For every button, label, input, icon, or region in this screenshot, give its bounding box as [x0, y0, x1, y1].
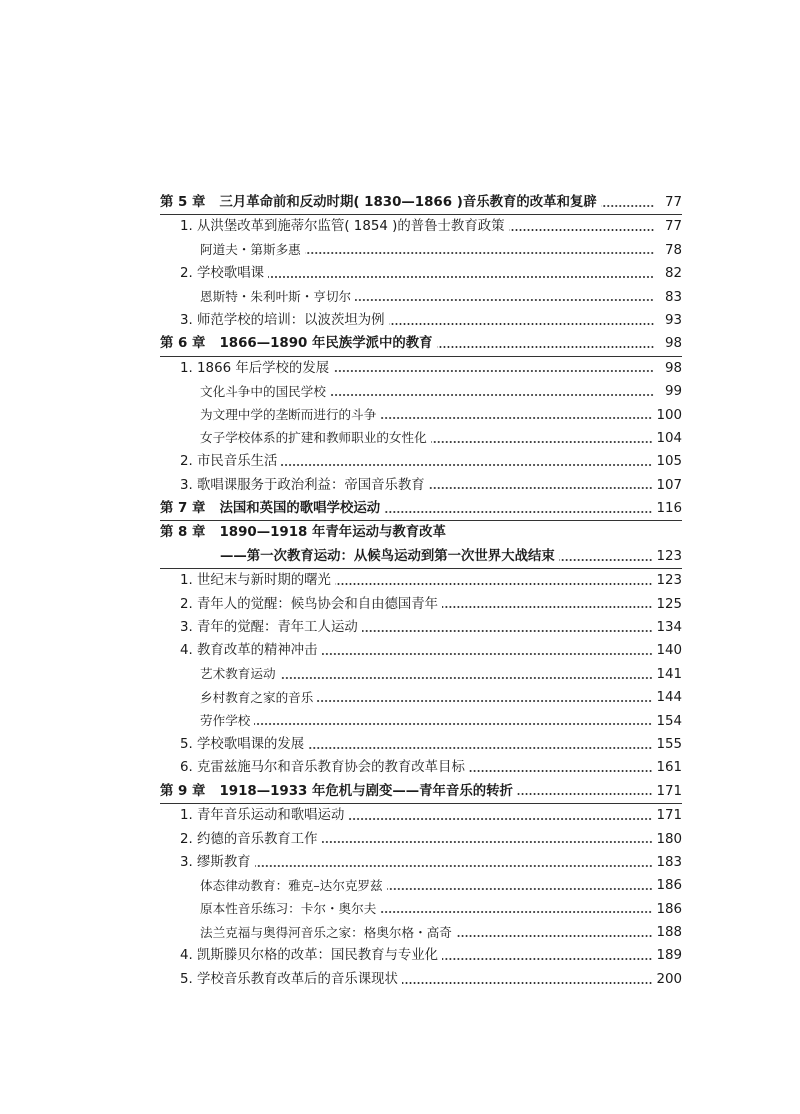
section-title: 4. 教育改革的精神冲击 [180, 643, 318, 659]
dot-leader [517, 793, 653, 795]
toc-chapter-row[interactable] [160, 191, 682, 215]
toc-section-row[interactable] [160, 804, 682, 827]
dot-leader [322, 841, 653, 843]
section-title: 1. 1866 年后学校的发展 [180, 360, 330, 376]
subsection-title: 劳作学校 [200, 712, 251, 728]
section-title: 2. 市民音乐生活 [180, 454, 278, 470]
dot-leader [335, 583, 652, 585]
subsection-title: 原本性音乐练习：卡尔・奥尔夫 [200, 901, 377, 917]
dot-leader [601, 205, 654, 207]
subsection-title: 文化斗争中的国民学校 [200, 383, 326, 399]
toc-subsection-row[interactable] [160, 710, 682, 733]
toc-subsection-row[interactable] [160, 404, 682, 427]
dot-leader [509, 229, 655, 231]
page-number: 125 [656, 596, 682, 612]
toc-section-row[interactable] [160, 733, 682, 756]
chapter-number: 第 7 章 [160, 501, 206, 517]
toc-section-row[interactable] [160, 262, 682, 285]
section-title: 1. 从洪堡改革到施蒂尔监管( 1854 )的普鲁士教育政策 [180, 219, 505, 235]
dot-leader [317, 700, 652, 702]
dot-leader [380, 417, 652, 419]
toc-section-row[interactable] [160, 756, 682, 779]
toc-subsection-row[interactable] [160, 286, 682, 309]
page-number: 186 [656, 878, 682, 894]
toc-subsection-row[interactable] [160, 427, 682, 450]
dot-leader [362, 630, 653, 632]
toc-section-row[interactable] [160, 851, 682, 874]
page-number: 104 [656, 430, 682, 446]
page-number: 116 [656, 501, 682, 517]
dot-leader [437, 346, 654, 348]
page-number: 189 [656, 948, 682, 964]
toc-subsection-row[interactable] [160, 663, 682, 686]
dot-leader [305, 252, 654, 254]
toc-section-row[interactable] [160, 616, 682, 639]
page-number: 144 [656, 690, 682, 706]
page-number: 171 [656, 808, 682, 824]
page-number: 77 [664, 194, 682, 210]
toc-section-row[interactable] [160, 968, 682, 991]
toc-section-row[interactable] [160, 357, 682, 380]
dot-leader [255, 865, 653, 867]
section-title: 3. 缪斯教育 [180, 854, 251, 870]
page-number: 154 [656, 713, 682, 729]
page-number: 123 [656, 548, 682, 564]
page-number: 123 [656, 573, 682, 589]
toc-section-row[interactable] [160, 828, 682, 851]
page-number: 188 [656, 925, 682, 941]
toc-subsection-row[interactable] [160, 898, 682, 921]
dot-leader [280, 677, 653, 679]
chapter-title: 法国和英国的歌唱学校运动 [219, 501, 381, 517]
page-number: 93 [664, 312, 682, 328]
dot-leader [442, 606, 652, 608]
dot-leader [333, 370, 654, 372]
dot-leader [308, 747, 652, 749]
section-title: 1. 青年音乐运动和歌唱运动 [180, 808, 345, 824]
dot-leader [442, 958, 652, 960]
dot-leader [254, 723, 652, 725]
toc-section-row[interactable] [160, 593, 682, 616]
subsection-title: 为文理中学的垄断而进行的斗争 [200, 406, 377, 422]
dot-leader [387, 888, 653, 890]
section-title: 3. 青年的觉醒：青年工人运动 [180, 620, 358, 636]
toc-section-row[interactable] [160, 309, 682, 332]
page-number: 98 [664, 360, 682, 376]
chapter-number: 第 6 章 [160, 336, 206, 352]
dot-leader [348, 818, 652, 820]
page-number: 155 [656, 736, 682, 752]
page-number: 200 [656, 971, 682, 987]
table-of-contents [160, 191, 682, 991]
dot-leader [389, 323, 654, 325]
toc-section-row[interactable] [160, 450, 682, 473]
toc-section-row[interactable] [160, 569, 682, 592]
toc-chapter-row[interactable] [160, 521, 682, 544]
dot-leader [469, 770, 653, 772]
chapter-title: 1866—1890 年民族学派中的教育 [219, 336, 433, 352]
page-number: 180 [656, 831, 682, 847]
dot-leader [402, 982, 653, 984]
dot-leader [268, 276, 654, 278]
toc-section-row[interactable] [160, 215, 682, 238]
page-number: 78 [664, 242, 682, 258]
chapter-title: 1890—1918 年青年运动与教育改革 [219, 525, 446, 541]
page-number: 98 [664, 336, 682, 352]
section-title: 4. 凯斯滕贝尔格的改革：国民教育与专业化 [180, 948, 439, 964]
page-number: 186 [656, 901, 682, 917]
toc-chapter-subtitle-row[interactable] [160, 545, 682, 569]
dot-leader [559, 559, 653, 561]
dot-leader [384, 511, 652, 513]
toc-chapter-row[interactable] [160, 332, 682, 356]
page-number: 141 [656, 666, 682, 682]
subsection-title: 法兰克福与奥得河音乐之家：格奥尔格・高奇 [200, 924, 452, 940]
toc-section-row[interactable] [160, 474, 682, 497]
section-title: 3. 歌唱课服务于政治利益：帝国音乐教育 [180, 477, 425, 493]
page-number: 107 [656, 477, 682, 493]
toc-section-row[interactable] [160, 945, 682, 968]
page-number: 183 [656, 854, 682, 870]
section-title: 2. 约德的音乐教育工作 [180, 831, 318, 847]
section-title: 2. 学校歌唱课 [180, 266, 264, 282]
section-title: 2. 青年人的觉醒：候鸟协会和自由德国青年 [180, 596, 439, 612]
dot-leader [456, 935, 653, 937]
dot-leader [281, 464, 652, 466]
page-number: 105 [656, 454, 682, 470]
page-number: 140 [656, 643, 682, 659]
section-title: 1. 世纪末与新时期的曙光 [180, 573, 331, 589]
subsection-title: 女子学校体系的扩建和教师职业的女性化 [200, 430, 427, 446]
subsection-title: 恩斯特・朱利叶斯・亨切尔 [200, 288, 352, 304]
subsection-title: 艺术教育运动 [200, 666, 276, 682]
toc-subsection-row[interactable] [160, 239, 682, 262]
page-number: 161 [656, 760, 682, 776]
dot-leader [330, 394, 654, 396]
page-number: 82 [664, 266, 682, 282]
toc-subsection-row[interactable] [160, 380, 682, 403]
toc-section-row[interactable] [160, 639, 682, 662]
page-number: 77 [664, 219, 682, 235]
dot-leader [380, 911, 652, 913]
section-title: 3. 师范学校的培训：以波茨坦为例 [180, 312, 385, 328]
toc-chapter-row[interactable] [160, 780, 682, 804]
chapter-subtitle: ——第一次教育运动：从候鸟运动到第一次世界大战结束 [220, 548, 555, 564]
section-title: 5. 学校音乐教育改革后的音乐课现状 [180, 971, 398, 987]
page-number: 99 [664, 384, 682, 400]
section-title: 5. 学校歌唱课的发展 [180, 736, 305, 752]
subsection-title: 乡村教育之家的音乐 [200, 689, 314, 705]
page-number: 171 [656, 783, 682, 799]
toc-subsection-row[interactable] [160, 921, 682, 944]
toc-subsection-row[interactable] [160, 686, 682, 709]
toc-subsection-row[interactable] [160, 874, 682, 897]
chapter-number: 第 5 章 [160, 194, 206, 210]
dot-leader [322, 653, 653, 655]
chapter-title: 三月革命前和反动时期( 1830—1866 )音乐教育的改革和复辟 [219, 194, 597, 210]
dot-leader [429, 487, 653, 489]
section-title: 6. 克雷兹施马尔和音乐教育协会的教育改革目标 [180, 760, 465, 776]
subsection-title: 阿道夫・第斯多惠 [200, 242, 301, 258]
dot-leader [431, 441, 653, 443]
page-number: 83 [664, 289, 682, 305]
chapter-title: 1918—1933 年危机与剧变——青年音乐的转折 [219, 783, 513, 799]
dot-leader [355, 299, 654, 301]
page-number: 134 [656, 620, 682, 636]
chapter-number: 第 8 章 [160, 525, 206, 541]
page-number: 100 [656, 407, 682, 423]
chapter-number: 第 9 章 [160, 783, 206, 799]
subsection-title: 体态律动教育：雅克–达尔克罗兹 [200, 877, 383, 893]
toc-chapter-row[interactable] [160, 497, 682, 521]
